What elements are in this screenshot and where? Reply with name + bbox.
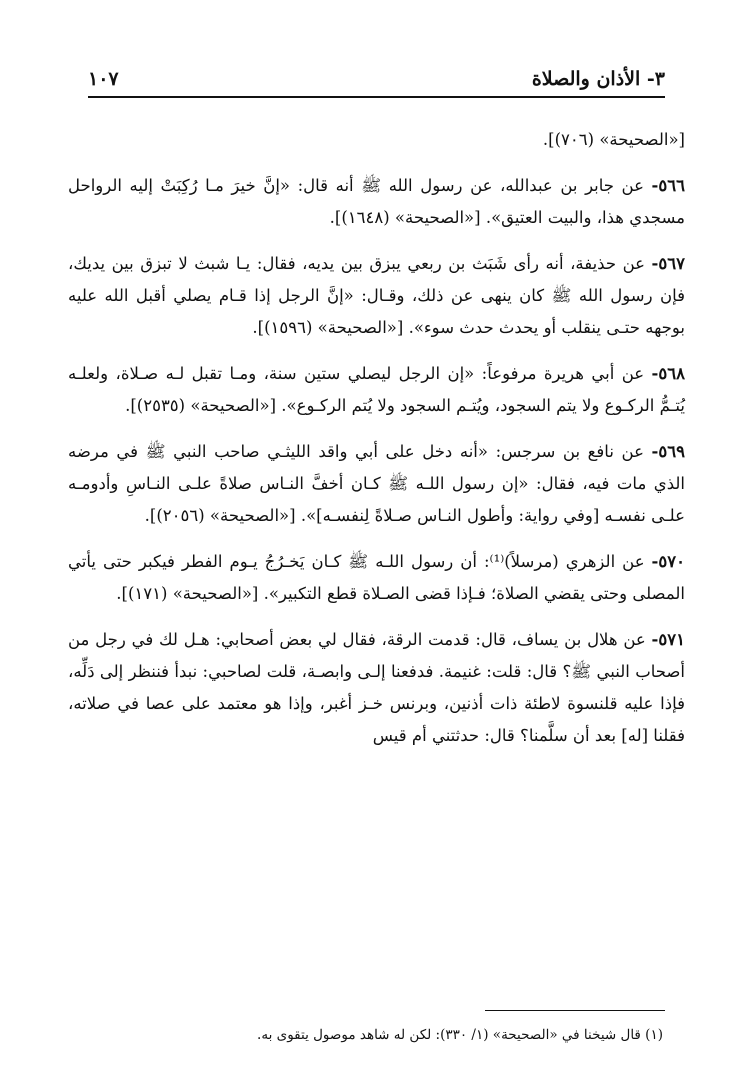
chapter-title: ٣- الأذان والصلاة — [531, 68, 665, 90]
hadith-571 — [68, 624, 685, 752]
hadith-566 — [68, 170, 685, 234]
hadith-570 — [68, 546, 685, 610]
hadith-text: عن جابر بن عبدالله، عن رسول الله ﷺ أنه قال: «إنَّ خيرَ مـا رُكِبَتْ إليه الرواحل مسجدي هذا، والبيت العتيق». [«الصحيحة» (١٦٤٨)]. — [68, 176, 685, 227]
hadith-text: عن نافع بن سرجس: «أنه دخل على أبي واقد الليثـي صاحب النبي ﷺ في مرضه الذي مات فيه، فقال: «إن رسول اللـه ﷺ كـان أخفَّ النـاس صلاةً علـى النـاسِ وأدومـه علـى نفسـه [وفي رواية: وأطول النـاس صـلاةً لِنفسـه]». [«الصحيحة» (٢٠٥٦)]. — [68, 442, 685, 525]
hadith-number: ٥٦٧- — [651, 254, 685, 273]
main-text — [68, 124, 685, 766]
footnote-text: (١) قال شيخنا في «الصحيحة» (١/ ٣٣٠): لكن له شاهد موصول يتقوى به. — [257, 1027, 663, 1043]
running-header — [88, 54, 665, 98]
hadith-text: عن أبي هريرة مرفوعاً: «إن الرجل ليصلي ستين سنة، ومـا تقبل لـه صـلاة، ولعلـه يُتـمُّ الركـوع ولا يتم السجود، ويُتـم السجود ولا يُتم الركـوع». [«الصحيحة» (٢٥٣٥)]. — [68, 364, 685, 415]
hadith-568 — [68, 358, 685, 422]
footnote-divider — [485, 1010, 665, 1011]
hadith-text: عن هلال بن يساف، قال: قدمت الرقة، فقال لي بعض أصحابي: هـل لك في رجل من أصحاب النبي ﷺ؟ قال: قلت: غنيمة. فدفعنا إلـى وابصـة، قلت لصاحبي: نبدأ فننظر إلى دَلِّه، فإذا عليه قلنسوة لاطئة ذات أذنين، وبرنس خـز أغبر، وإذا هو معتمد على عصا في صلاته، فقلنا [له] بعد أن سلَّمنا؟ قال: حدثتني أم قيس — [68, 630, 685, 745]
hadith-text: عن الزهري (مرسلاً)⁽¹⁾: أن رسول اللـه ﷺ كـان يَخـرُجُ يـوم الفطر فيكبر حتى يأتي المصلى وحتى يقضي الصلاة؛ فـإذا قضى الصـلاة قطع التكبير». [«الصحيحة» (١٧١)]. — [68, 552, 685, 603]
page-number: ١٠٧ — [88, 68, 119, 90]
hadith-number: ٥٦٨- — [651, 364, 685, 383]
hadith-number: ٥٧٠- — [651, 552, 685, 571]
hadith-number: ٥٦٦- — [651, 176, 685, 195]
hadith-567 — [68, 248, 685, 344]
hadith-number: ٥٧١- — [651, 630, 685, 649]
paragraph-ref-706 — [68, 124, 685, 156]
footnote — [68, 1024, 663, 1046]
paragraph-text: [«الصحيحة» (٧٠٦)]. — [542, 130, 685, 149]
hadith-number: ٥٦٩- — [651, 442, 685, 461]
hadith-text: عن حذيفة، أنه رأى شَبَث بن ربعي يبزق بين يديه، فقال: يـا شبث لا تبزق بين يديك، فإن رسول الله ﷺ كان ينهى عن ذلك، وقـال: «إنَّ الرجل إذا قـام يصلي أقبل الله عليه بوجهه حتـى ينقلب أو يحدث حدث سوء». [«الصحيحة» (١٥٩٦)]. — [68, 254, 685, 337]
hadith-569 — [68, 436, 685, 532]
